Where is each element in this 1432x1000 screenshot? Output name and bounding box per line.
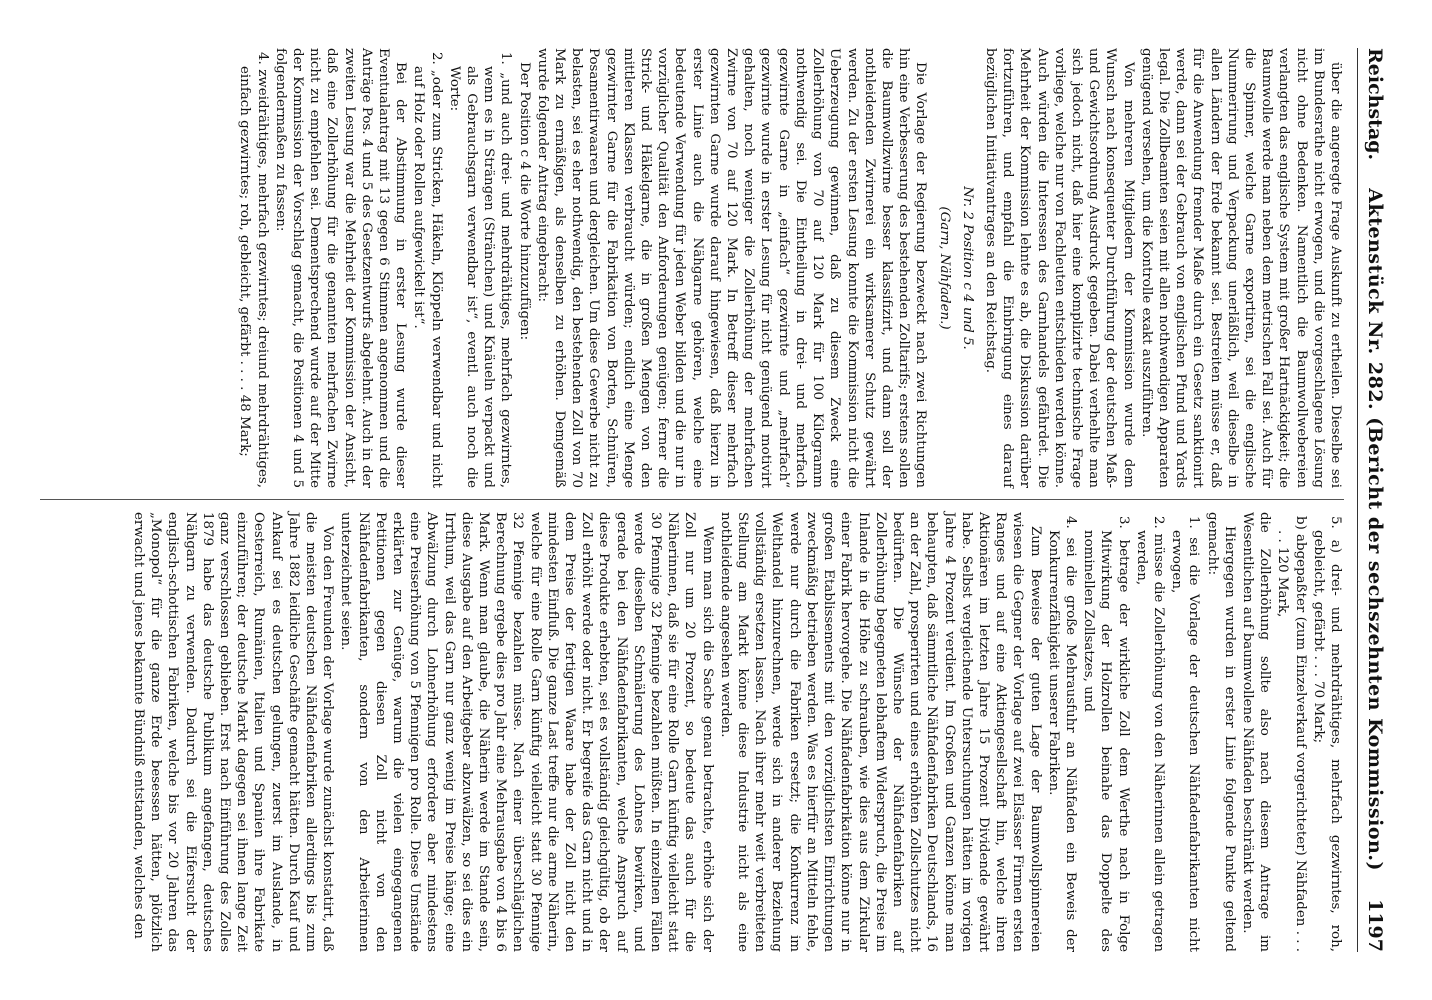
paragraph: Wenn man sich die Sache genau betrachte, erhöhe sich der Zoll nur um 20 Prozent, so bedeute das auch für die Näherinnen, daß sie für eine Rolle Garn künftig vielleicht statt 30 Pfennige 32 Pfennige bezahlen müßten. In einzelnen Fällen werde dieselben Schmälerung des Lohnes bewirken, und gerade bei den Nähfadenfabrikanten, welche Anspruch auf diese Produkte erhebten, sei es vollständig gleichgültig, ob der Zoll erhöht werde oder nicht. Er begreife das Garn nicht und in dem Preise der fertigen Waare habe der Zoll nicht den mindesten Einfluß. Die ganze Last treffe nur die arme Näherin, welche für eine Rolle Garn künftig vielleicht statt 30 Pfennige 32 Pfennige bezahlen müsse. Nach einer überschläglichen Berechnung ergebe dies pro Jahr eine Mehrausgabe von 4 bis 6 Mark. Wenn man glaube, die Näherin werde im Stande sein, diese Ausgabe auf den Arbeitgeber abzuwälzen, so sei dies ein Irrthum, weil das Garn nur ganz wenig im Preise hänge; eine Abwälzung durch Lohnerhöhung erfordere aber mindestens eine Preiserhöhung von 5 Pfennigen pro Rolle. Diese Umstände erklärten zur Genüge, warum die vielen eingegangenen Petitionen gegen diesen Zoll nicht von den Nähfadenfabrikanten, sondern von den Arbeiterinnen unterzeichnet seien.: [338, 512, 715, 952]
left-column: [40, 48, 1344, 488]
tariff-item: 5. a) drei- und mehrdrähtiges, mehrfach gezwirntes, roh, gebleicht, gefärbt . . . 70 Mark;: [1310, 516, 1343, 952]
paragraph: die Zollerhöhung sollte also nach diesem Antrage im Wesentlichen auf baumwollene Nähfaden beschränkt werden.: [1239, 512, 1273, 952]
list-item: 2. „oder zum Stricken, Häkeln, Klöppeln verwendbar und nicht auf Holz oder Rollen aufgewickelt ist“.: [411, 52, 444, 488]
paragraph: Bei der Abstimmung in erster Lesung wurde dieser Eventualantrag mit 13 gegen 6 Stimmen angenommen und die Anträge Pos. 4 und 5 des Gesetzentwurfs abgelehnt. Auch in der zweiten Lesung war die Mehrheit der Kommission der Ansicht, daß eine Zollerhöhung für die genannten mehrfachen Zwirne nicht zu empfehlen sei. Dementsprechend wurde auf der Mitte der Kommission der Vorschlag gemacht, die Positionen 4 und 5 folgendermaßen zu fassen:: [272, 48, 409, 488]
tariff-item: 4. zweidrähtiges, mehrfach gezwirntes; dreiund mehrdrähtiges, einfach gezwirntes; roh, gebleicht, gefärbt . . . . 48 Mark;: [237, 52, 270, 488]
right-column: [40, 512, 1344, 952]
paragraph: Hiergegen wurden in erster Linie folgende Punkte geltend gemacht:: [1204, 512, 1237, 952]
list-item: 3. betrage der wirkliche Zoll dem Werthe nach in Folge Mitwirkung der Holzrollen beinahe das Doppelte des nominellen Zollsatzes, und: [1081, 516, 1131, 952]
section-heading: Nr. 2 Position c 4 und 5.: [959, 186, 975, 350]
page-header: [1357, 48, 1392, 952]
header-subtitle: (Bericht der sechszehnten Kommission.): [1364, 417, 1386, 871]
header-center: [1364, 160, 1386, 899]
paragraph: über die angeregte Frage Auskunft zu ertheilen. Dieselbe sei im Bundesrathe nicht erwogen, und die vorgeschlagene Lösung nicht ohne Bedenken. Namentlich die Baumwollwebereien verlangten das englische System mit großer Hartnäckigkeit; die Baumwolle werde man neben dem metrischen Fall sei. Auch für die Spinner, welche Garne exportiren, sei die englische Nummerirung und Verpackung unerläßlich, weil dieselbe in allen Ländern der Erde bekannt sei. Bestreiten müsse er, daß für die Anwendung fremder Maße durch ein Gesetz sanktionirt werde, dann sei der Gebrauch von englischen Pfund und Yards legal. Die Zollbeamten seien mit allen nothwendigen Apparaten genügend versehen, um die Kontrolle exakt auszuführen.: [1138, 48, 1343, 488]
paragraph: Die Vorlage der Regierung bezweckt nach zwei Richtungen hin eine Verbesserung des bestehenden Zolltarifs; erstens sollen die Baumwollzwirne besser klassifizirt, und dann soll der nothleidenden Zwirnerei ein wirksamerer Schutz gewährt werden. Zu der ersten Lesung konnte die Kommission nicht die Ueberzeugung gewinnen, daß zu diesem Zweck eine Zollerhöhung von 70 auf 120 Mark für 100 Kilogramm nothwendig sei. Die Eintheilung in drei- und mehrfach gezwirnte Garne in „einfach“ gezwirnte und „mehrfach“ gezwirnte wurde in erster Lesung für nicht genügend motivirt gehalten, noch weniger die Zollerhöhung der mehrfachen Zwirne von 70 auf 120 Mark. In Betreff dieser mehrfach gezwirnten Garne wurde darauf hingewiesen, daß hierzu in erster Linie auch die Nähgarne gehören, welche eine bedeutende Verwendung für jeden Weber bilden und die nur in vorzüglicher Qualität den Anforderungen genügen; ferner die Strick- und Häkelgarne, die in großen Mengen von den mittleren Klassen verbraucht würden; endlich eine Menge gezwirnter Garne für die Fabrikation von Borten, Schnüren, Posamentirwaaren und dergleichen. Um diese Gewerbe nicht zu belasten, sei es eher nothwendig, den bestehenden Zoll von 70 Mark zu ermäßigen, als denselben zu erhöhen. Demgemäß wurde folgender Antrag eingebracht:: [534, 48, 929, 488]
paragraph: Der Position c 4 die Worte hinzuzufügen:: [516, 62, 532, 341]
section-subheading: (Garn, Nähfaden.): [936, 206, 952, 330]
paragraph: Von mehreren Mitgliedern der Kommission wurde dem Wunsch nach konsequenter Durchführung der deutschen Maß- und Gewichtsordnung Ausdruck gegeben. Dabei verhehlte man sich jedoch nicht, daß hier eine komplizirte technische Frage vorliege, welche nur von Fachleuten entschieden werden könne. Auch würden die Interessen des Garnhandels gefährdet. Die Mehrheit der Kommission lehnte es ab, die Diskussion darüber fortzuführen, und empfahl die Einbringung eines darauf bezüglichen Initiativantrages an den Reichstag.: [982, 48, 1136, 488]
list-item: 2. müsse die Zollerhöhung von den Näherinnen allein getragen werden,: [1133, 516, 1166, 952]
list-item: 1. „und auch drei- und mehrdrähtiges, mehrfach gezwirntes, wenn es in Strängen (Stränchen) und Knäueln verpackt und als Gebrauchsgarn verwendbar ist“, eventl. auch noch die Worte:: [446, 52, 514, 488]
tariff-item: b) abgepaßter (zum Einzelverkauf vorgerichteter) Nähfaden . . . . . 120 Mark,: [1275, 516, 1308, 952]
column-divider: [40, 499, 1344, 500]
paragraph: Zum Beweise der guten Lage der Baumwollspinnereien wiesen die Gegner der Vorlage auf zwei Elsässer Firmen ersten Ranges und auf eine Aktiengesellschaft hin, welche ihren Aktionären im letzten Jahre 15 Prozent Dividende gewährt habe. Selbst vergleichende Untersuchungen hätten im vorigen Jahre 4 Prozent verdient. Im Großen und Ganzen könne man behaupten, daß sämmtliche Nähfadenfabriken Deutschlands, 16 an der Zahl, prosperirten und eines erhöhten Zollschutzes nicht bedürften. Die Wünsche der Nähfadenfabriken auf Zollerhöhung begegneten lebhaftem Widerspruch, die Preise im Inlande in die Höhe zu schrauben, wie dies aus dem Zirkular einer Fabrik hervorgehe. Die Nähfadenfabrikation könne nur in großen Etablissements mit den vorzüglichsten Einrichtungen zweckmäßig betrieben werden. Was es hierfür an Mitteln fehle, werde nur durch die Fabriken ersetzt; die Konkurrenz im Welthandel hinzurechnen, werde sich in anderer Beziehung vollständig ersetzen lassen. Nach ihrer mehr weit verbreiteten Stellung am Markt könne diese Industrie nicht als eine nothleidende angesehen werden.: [717, 512, 1043, 952]
list-item: 4. sei die große Mehrausfuhr an Nähfaden ein Beweis der Konkurrenzfähigkeit unserer Fabriken.: [1045, 516, 1078, 952]
header-document-number: Aktenstück Nr. 282.: [1364, 188, 1386, 411]
list-item: 1. sei die Vorlage der deutschen Nähfadenfabrikanten nicht erwogen,: [1169, 516, 1202, 952]
paragraph: Von den Freunden der Vorlage wurde zunächst konstatirt, daß die meisten deutschen Nähfadenfabriken allerdings bis zum Jahre 1882 leidliche Geschäfte gemacht hätten. Durch Kauf und Ankauf sei es deutschen gelungen, zuerst im Auslande, in Oesterreich, Rumänien, Italien und Spanien ihre Fabrikate einzuführen; der deutsche Markt dagegen sei ihnen lange Zeit ganz verschlossen geblieben. Erst nach Einführung des Zolles 1879 habe das deutsche Publikum angefangen, deutsches Nähgarn zu verwenden. Dadurch sei die Eifersucht der englisch-schottischen Fabriken, welche bis vor 20 Jahren das „Monopol“ für die ganze Erde besessen hätten, plötzlich erwacht und jenes bekannte Bündniß entstanden, welches den: [130, 512, 336, 952]
page-number: 1197: [1364, 899, 1386, 952]
header-left: Reichstag.: [1364, 48, 1386, 161]
